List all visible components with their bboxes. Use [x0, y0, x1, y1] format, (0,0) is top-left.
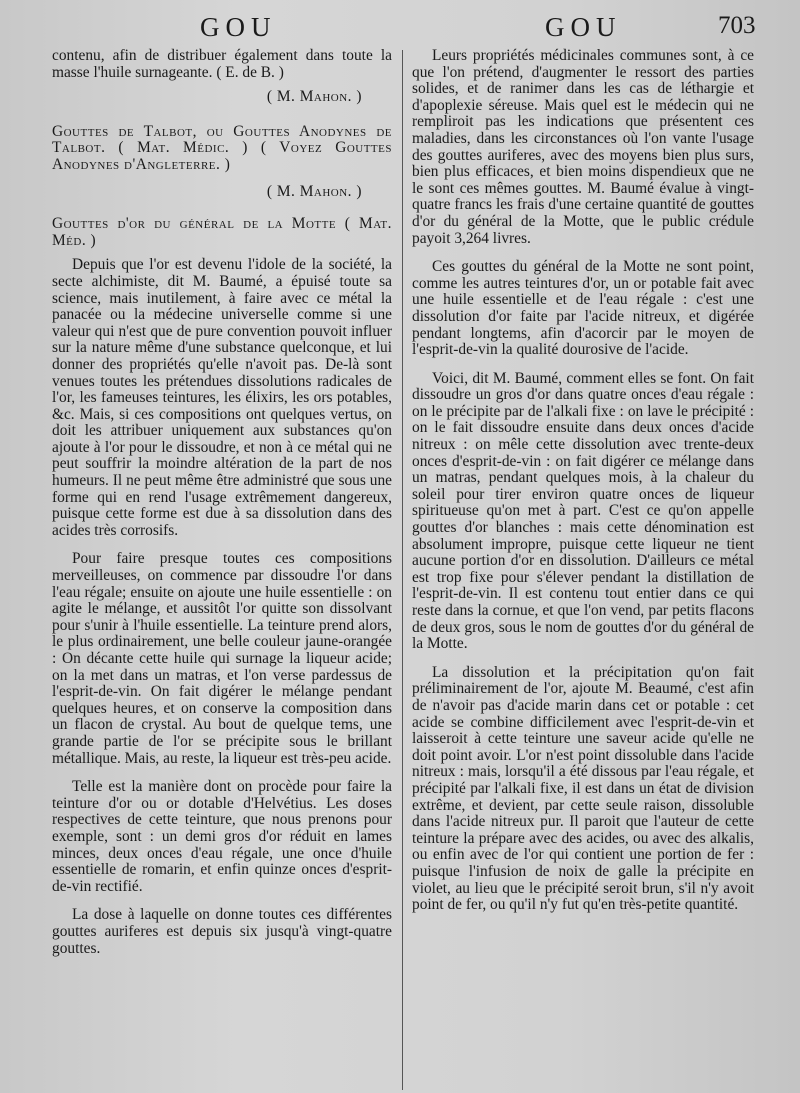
column-divider: [402, 50, 403, 1090]
header-left-title: GOU: [200, 12, 277, 42]
page-number: 703: [718, 12, 756, 39]
article-heading: Gouttes de Talbot, ou Gouttes Anodynes de Talbot. ( Mat. Médic. ) ( Voyez Gouttes Anodynes d'Angleterre. ): [52, 122, 392, 173]
paragraph: Pour faire presque toutes ces compositions merveilleuses, on commence par dissoudre l'or dans l'eau régale; ensuite on ajoute une huile essentielle : on agite le mélange, et aussitôt l'or quitte son dissolvant pour s'unir à l'huile essentielle. La teinture prend alors, le plus ordinairement, une belle couleur jaune-orangée : On décante cette huile qui surnage la liqueur acide; on la met dans un matras, et l'on verse pardessus de l'esprit-de-vin. On fait digérer le mélange pendant quelques heures, et on conserve la composition dans un flacon de crystal. Au bout de quelque tems, une grande partie de l'or se précipite sous le brillant métallique. Mais, au reste, la liqueur est très-peu acide.: [52, 550, 392, 767]
article-heading: Gouttes d'or du général de la Motte ( Mat. Méd. ): [52, 215, 392, 249]
paragraph: La dissolution et la précipitation qu'on fait préliminairement de l'or, ajoute M. Beaumé, c'est afin de n'avoir pas d'acide marin dans cet or potable : cet acide se combine difficilement avec l'esprit-de-vin et laisseroit à cette teinture une saveur acide qu'elle ne doit point avoir. L'or n'est point dissoluble dans l'acide nitreux : mais, lorsqu'il a été dissous par l'eau régale, et précipité par l'alkali fixe, il est dans un état de division extrême, et devient, par cette seule raison, dissoluble dans l'acide nitreux pur. Il paroit que l'auteur de cette teinture la prépare avec des acides, ou avec des alkalis, ou enfin avec de l'or qui contient une portion de fer : puisque l'infusion de noix de galle la précipite en violet, au lieu que le précipité seroit brun, s'il n'y avoit point de fer, ou qu'il n'y fut qu'en très-petite quantité.: [412, 663, 754, 914]
paragraph: La dose à laquelle on donne toutes ces différentes gouttes auriferes est depuis six jusqu'à vingt-quatre gouttes.: [52, 906, 392, 957]
left-column: [52, 48, 392, 957]
author-signature: ( M. Mahon. ): [266, 182, 362, 200]
paragraph: Telle est la manière dont on procède pour faire la teinture d'or ou or dotable d'Helvétius. Les doses respectives de cette teinture, que nous prenons pour exemple, sont : un demi gros d'or réduit en lames minces, deux onces d'eau régale, une once d'huile essentielle de romarin, et enfin quinze onces d'esprit-de-vin rectifié.: [52, 778, 392, 895]
author-signature: ( M. Mahon. ): [266, 88, 362, 106]
running-header: [0, 12, 800, 44]
right-column: [412, 48, 754, 914]
paragraph: Depuis que l'or est devenu l'idole de la société, la secte alchimiste, dit M. Baumé, a épuisé toute sa science, mais inutilement, à faire avec ce métal la panacée ou la médecine universelle comme si une valeur qui n'est que de pure convention pouvoit influer sur la nature même d'une substance quelconque, et lui donner des propriétés qu'elle n'avoit pas. De-là sont venues toutes les prétendues dissolutions radicales de l'or, les fameuses teintures, les élixirs, les ors potables, &c. Mais, si ces compositions ont quelques vertus, on doit les attribuer uniquement aux substances qu'on ajoute à l'or pour le dissoudre, et non à ce métal qui ne peut souffrir la moindre altération de la part de nos humeurs. Il ne peut même être administré que sous une forme qui en rend l'usage extrêmement dangereux, puisque cette forme est due à sa dissolution dans des acides très corrosifs.: [52, 256, 392, 539]
paragraph: contenu, afin de distribuer également dans toute la masse l'huile surnageante. ( E. de B. ): [52, 47, 392, 81]
header-right-title: GOU: [545, 12, 622, 42]
paragraph: Ces gouttes du général de la Motte ne sont point, comme les autres teintures d'or, un or potable fait avec une huile essentielle et de l'eau régale : c'est une dissolution d'or faite par l'acide nitreux, et digérée pendant longtems, afin d'acorcir par le moyen de l'esprit-de-vin la qualité dourosive de l'acide.: [412, 258, 754, 359]
paragraph: Leurs propriétés médicinales communes sont, à ce que l'on prétend, d'augmenter le ressort des parties solides, et de ranimer dans les cas de léthargie et d'apoplexie séreuse. Mais quel est le médecin qui ne rempliroit pas les indications que présentent ces maladies, dans les circonstances où l'on vante l'usage des gouttes auriferes, avec des moyens bien plus surs, bien plus efficaces, et bien moins dispendieux que ne le sont ces mêmes gouttes. M. Baumé évalue à vingt-quatre francs les frais d'une certaine quantité de gouttes d'or du général de la Motte, que le public crédule payoit 3,264 livres.: [412, 47, 754, 247]
paragraph: Voici, dit M. Baumé, comment elles se font. On fait dissoudre un gros d'or dans quatre onces d'eau régale : on le précipite par de l'alkali fixe : on lave le précipité : on le fait dissoudre ensuite dans deux onces d'acide nitreux : on mêle cette dissolution avec trente-deux onces d'esprit-de-vin : on fait digérer ce mélange dans un matras, pendant quelques mois, à la chaleur du soleil pour tirer environ quatre onces de liqueur spiritueuse qu'on met à part. C'est ce qu'on appelle gouttes d'or blanches : mais cette dénomination est absolument impropre, puisque cette liqueur ne tient aucune portion d'or en dissolution. D'ailleurs ce métal est trop fixe pour s'élever pendant la distillation de l'esprit-de-vin. Il est contenu tout entier dans ce qui reste dans la cornue, et que l'on vend, par petits flacons de deux gros, sous le nom de gouttes d'or du général de la Motte.: [412, 369, 754, 653]
